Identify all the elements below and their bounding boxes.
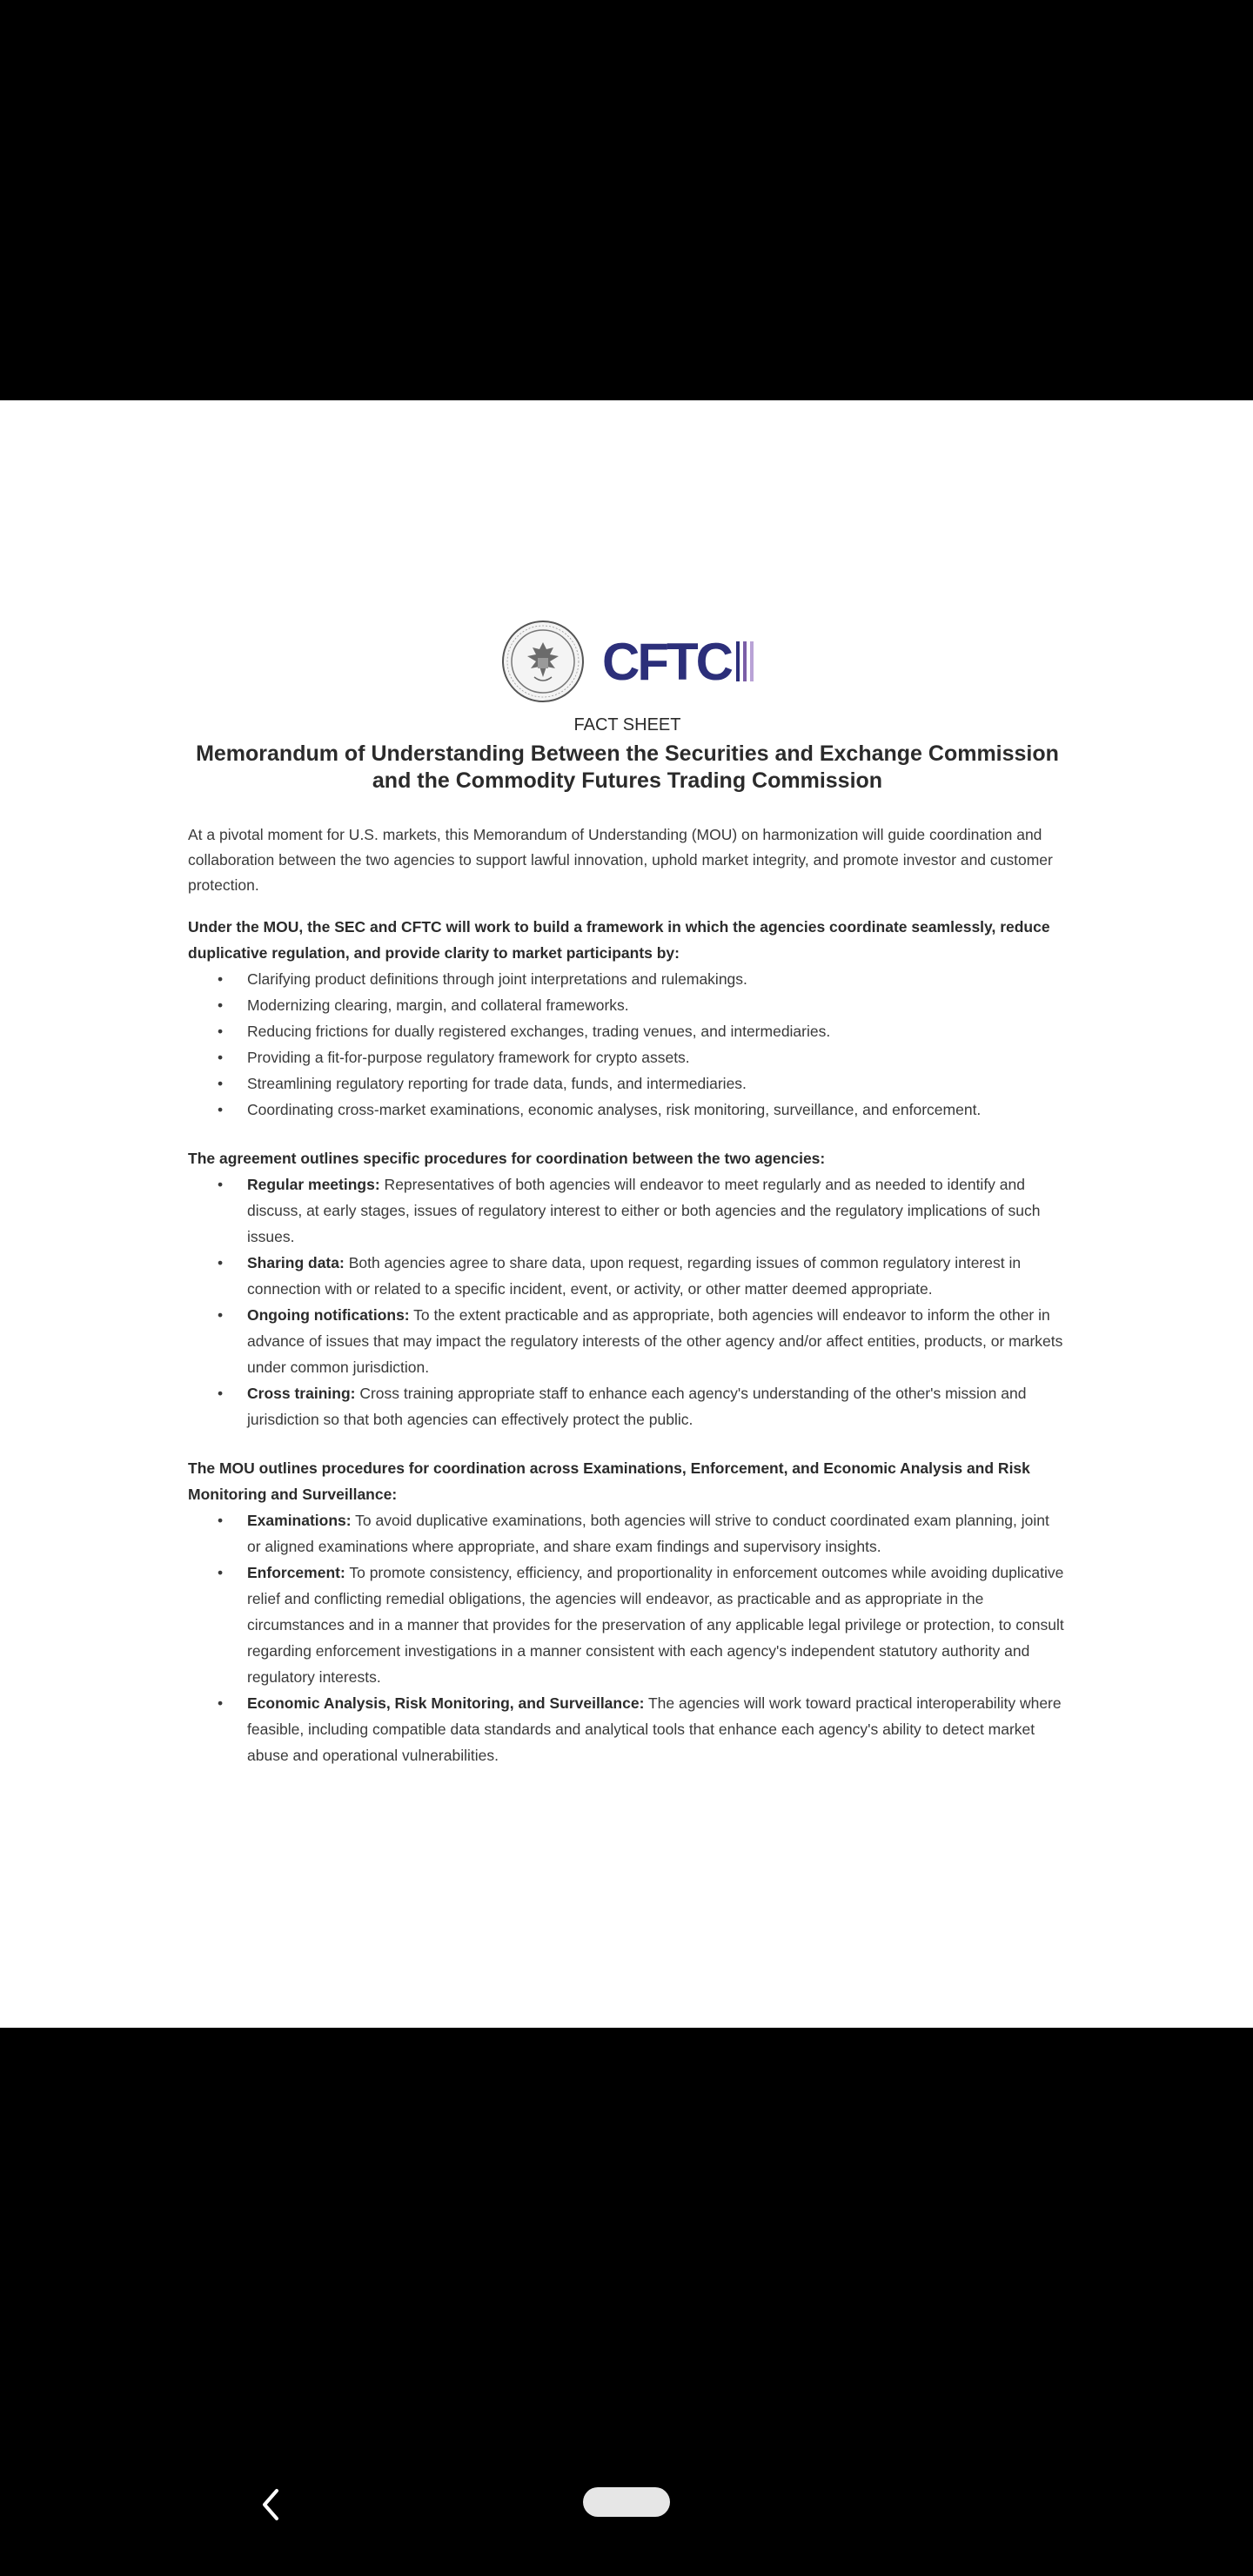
list-item-text: To avoid duplicative examinations, both agencies will strive to conduct coordinated exam planning, joint or aligned examinations where appropriate, and share exam findings and supervisory insights.	[247, 1512, 1049, 1555]
list-item-term: Enforcement:	[247, 1564, 345, 1581]
list-item	[247, 1302, 1067, 1380]
top-black-band	[0, 0, 1253, 400]
home-pill-icon[interactable]	[583, 2487, 670, 2517]
list-item: • Providing a fit-for-purpose regulatory framework for crypto assets.	[247, 1044, 1067, 1070]
list-item	[247, 1380, 1067, 1432]
list-item-text: To the extent practicable and as appropriate, both agencies will endeavor to inform the other in advance of issues that may impact the regulatory interests of the other agency and/or affect entities, products, or markets under common jurisdiction.	[247, 1306, 1063, 1376]
intro-paragraph: At a pivotal moment for U.S. markets, this Memorandum of Understanding (MOU) on harmonization will guide coordination and collaboration between the two agencies to support lawful innovation, uphold market integrity, and promote investor and customer protection.	[188, 826, 1053, 894]
list-item: • Coordinating cross-market examinations, economic analyses, risk monitoring, surveillance, and enforcement.	[247, 1097, 1067, 1123]
cftc-bars-icon	[736, 641, 754, 681]
list-item-term: Cross training:	[247, 1385, 356, 1402]
list-item-text: Representatives of both agencies will endeavor to meet regularly and as needed to identify and discuss, at early stages, issues of regulatory interest to either or both agencies and the regulatory implications of such issues.	[247, 1176, 1041, 1245]
list-item-term: Sharing data:	[247, 1254, 345, 1271]
list-item: • Clarifying product definitions through joint interpretations and rulemakings.	[247, 966, 1067, 992]
section-1-list	[188, 966, 1067, 1123]
list-item-term: Regular meetings:	[247, 1176, 380, 1193]
section-3-list	[188, 1507, 1067, 1768]
list-item-term: Examinations:	[247, 1512, 352, 1529]
list-item	[247, 1250, 1067, 1302]
list-item-term: Ongoing notifications:	[247, 1306, 410, 1324]
section-3-heading: The MOU outlines procedures for coordination across Examinations, Enforcement, and Economic Analysis and Risk Monitoring and Surveillance:	[188, 1459, 1030, 1503]
document-page	[0, 400, 1253, 2028]
logo-row	[188, 618, 1067, 705]
list-item: • Modernizing clearing, margin, and collateral frameworks.	[247, 992, 1067, 1018]
document-title	[188, 741, 1067, 795]
fact-sheet-label: FACT SHEET	[573, 715, 681, 735]
list-item-text: The agencies will work toward practical interoperability where feasible, including compatible data standards and analytical tools that enhance each agency's ability to detect market abuse and operational vulnerabilities.	[247, 1694, 1062, 1764]
sec-seal-icon	[501, 620, 585, 703]
list-item-text: Cross training appropriate staff to enhance each agency's understanding of the other's mission and jurisdiction so that both agencies can effectively protect the public.	[247, 1385, 1027, 1428]
cftc-logo-text: CFTC	[602, 632, 731, 691]
list-item-text: To promote consistency, efficiency, and proportionality in enforcement outcomes while avoiding duplicative relief and conflicting remedial obligations, the agencies will endeavor, as practicable and as appropriate in the circumstances and in a manner that provides for the preservation of any applicable legal privilege or protection, to consult regarding enforcement investigations in a manner consistent with each agency's independent statutory authority and regulatory interests.	[247, 1564, 1064, 1686]
title-line-1: Memorandum of Understanding Between the Securities and Exchange Commission	[196, 741, 1059, 766]
fact-sheet-document	[188, 618, 1067, 1768]
section-1-heading: Under the MOU, the SEC and CFTC will work to build a framework in which the agencies coordinate seamlessly, reduce duplicative regulation, and provide clarity to market participants by:	[188, 918, 1050, 962]
list-item	[247, 1507, 1067, 1560]
cftc-logo	[602, 632, 754, 692]
list-item-text: Both agencies agree to share data, upon request, regarding issues of common regulatory interest in connection with or related to a specific incident, event, or activity, or other matter deemed appropriate.	[247, 1254, 1022, 1298]
chevron-left-icon[interactable]	[258, 2487, 284, 2522]
section-2-list	[188, 1171, 1067, 1432]
list-item	[247, 1690, 1067, 1768]
section-2-heading: The agreement outlines specific procedures for coordination between the two agencies:	[188, 1150, 826, 1167]
list-item-term: Economic Analysis, Risk Monitoring, and Surveillance:	[247, 1694, 645, 1712]
list-item: • Streamlining regulatory reporting for trade data, funds, and intermediaries.	[247, 1070, 1067, 1097]
list-item: • Reducing frictions for dually registered exchanges, trading venues, and intermediaries.	[247, 1018, 1067, 1044]
list-item	[247, 1560, 1067, 1690]
title-line-2: and the Commodity Futures Trading Commission	[372, 768, 883, 793]
list-item	[247, 1171, 1067, 1250]
